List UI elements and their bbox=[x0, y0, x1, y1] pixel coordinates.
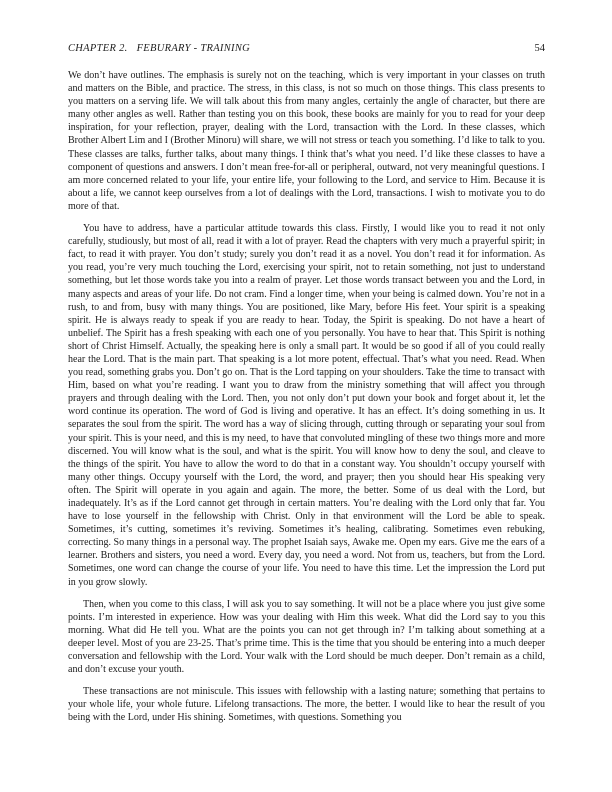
body-text bbox=[68, 69, 545, 734]
body-paragraph: We don’t have outlines. The emphasis is surely not on the teaching, which is very important in your classes on truth and matters on the Bible, and practice. The stress, in this class, is not so much on those things. This class presents to you matters on a serving life. We will talk about this from many angles, certainly the angle of character, but there are many other angles as well. Rather than testing you on this book, these books are mainly for you to read for your deep inspiration, for your reflection, prayer, dealing with the Lord, transaction with the Lord. In these classes, which Brother Albert Lim and I (Brother Minoru) will share, we will not stress or teach you something. I’d like to talk to you. These classes are talks, further talks, about many things. I think that’s what you need. I’d like these classes to have a component of questions and answers. I don’t mean free-for-all or peripheral, outward, not very meaningful questions. I am more concerned related to your life, your entire life, your following to the Lord, and service to Him. Because it is about a life, we cannot keep ourselves from a lot of dealings with the Lord, transactions. I wish to motivate you to do more of that. bbox=[68, 70, 545, 212]
chapter-label: CHAPTER 2. bbox=[68, 43, 128, 54]
body-paragraph: These transactions are not miniscule. This issues with fellowship with a lasting nature; something that pertains to your whole life, your whole future. Lifelong transactions. The more, the better. I would like to hear the result of you being with the Lord, under His shining. Sometimes, with questions. Something you bbox=[68, 686, 545, 724]
body-paragraph: You have to address, have a particular attitude towards this class. Firstly, I would like you to read it not only carefully, studiously, but most of all, read it with a lot of prayer. Read the chapters with very much a prayerful spirit; in fact, to read it with prayer. You don’t study; surely you don’t read it as a novel. You don’t read it for information. As you read, you’re very much touching the Lord, exercising your spirit, not to retain something, not just to understand something, but let those words take you into a realm of prayer. Let those words transact between you and the Lord, in many aspects and areas of your life. Do not cram. Find a longer time, when your being is calmed down. You’re not in a rush, to and from, busy with many things. You are positioned, like Mary, before His feet. Your spirit is a speaking spirit. He is always ready to speak if you are ready to hear. Today, the Spirit is speaking. Do not have a heart of unbelief. The Spirit has a fresh speaking with each one of you personally. You have to hear that. This Spirit is nothing short of Christ Himself. Actually, the speaking here is only a small part. It would be so good if all of you could really hear the Lord. That is the main part. That speaking is a lot more potent, effectual. That’s what you need. Read. When you read, something grabs you. Don’t go on. That is the Lord tapping on your shoulders. Take the time to transact with Him, based on what you’re reading. I want you to draw from the ministry something that will affect you through prayers and through dealing with the Lord. Then, you not only don’t put down your book and forget about it, let the word continue its operation. The word of God is living and operative. It has an effect. It’s doing something in us. It separates the soul from the spirit. The word has a way of slicing through, cutting through or separating your soul from your spirit. This is your need, and this is my need, to have that convoluted mingling of these two things more and more discerned. You will know what is the soul, and what is the spirit. You will know how to deny the soul, and cleave to the things of the spirit. You have to allow the word to do that in a constant way. You shouldn’t occupy yourself with many other things. Occupy yourself with the Lord, the word, and prayer; then you should hear His speaking very often. The Spirit will operate in you again and again. The more, the better. Some of us deal with the Lord, but inadequately. It’s as if the Lord cannot get through in certain matters. You’re dealing with the Lord only that far. You have to lose yourself in the fellowship with Christ. Only in that environment will the Lord be able to speak. Sometimes, it’s cutting, sometimes it’s reviving. Sometimes it’s healing, calibrating. Sometimes even rebuking, correcting. So many things in a personal way. The prophet Isaiah says, Awake me. Open my ears. Give me the ears of a learner. Brothers and sisters, you need a word. Every day, you need a word. Not from us, teachers, but from the Lord. Sometimes, one word can change the course of your life. You need to have this time. Let the impression the Lord put in you grow slowly. bbox=[68, 223, 545, 588]
page-number: 54 bbox=[534, 43, 545, 54]
body-paragraph: Then, when you come to this class, I will ask you to say something. It will not be a place where you just give some points. I’m interested in experience. How was your dealing with Him this week. What did the Lord say to you this morning. What did He tell you. What are the points you can not get through in? I’m talking about something at a deeper level. Most of you are 23-25. That’s prime time. This is the time that you should be entering into a much deeper conversation and fellowship with the Lord. Your walk with the Lord should be much deeper. Don’t remain as a child, and don’t excuse your youth. bbox=[68, 598, 545, 676]
chapter-title: FEBURARY - TRAINING bbox=[136, 43, 251, 54]
chapter-mark bbox=[68, 43, 250, 55]
running-header bbox=[68, 43, 545, 55]
